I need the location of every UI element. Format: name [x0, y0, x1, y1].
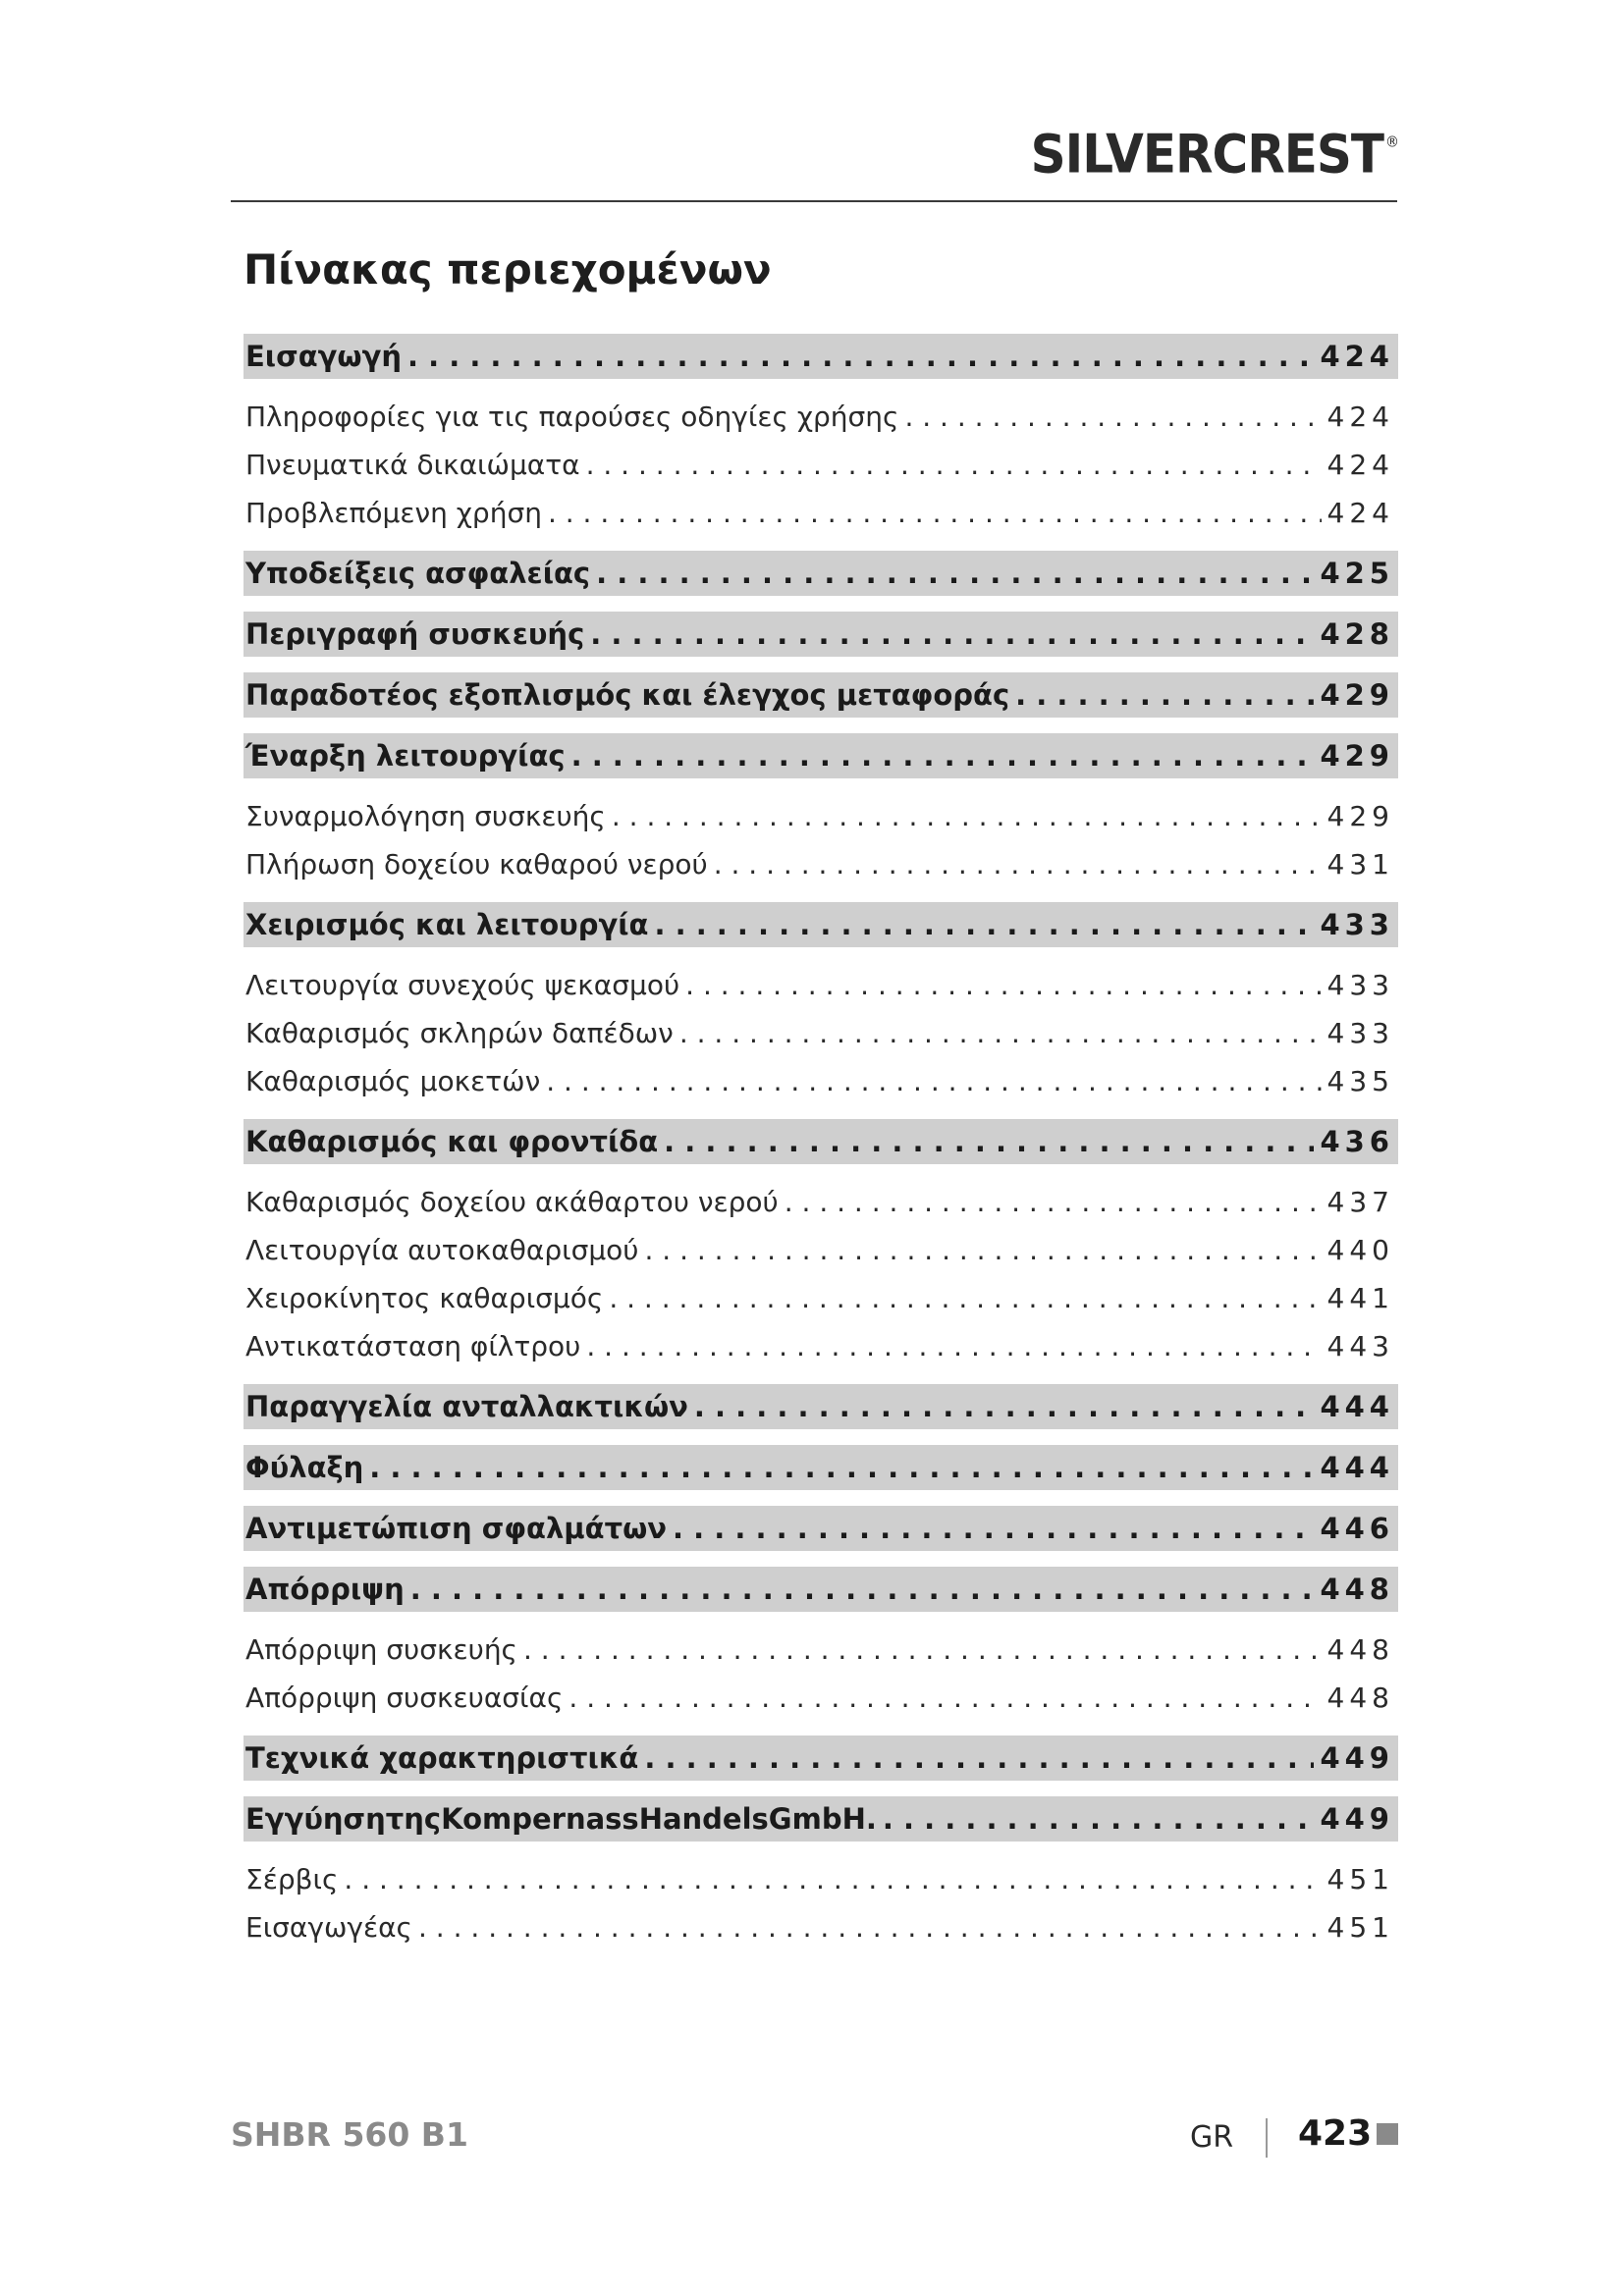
- toc-spacer: [244, 1612, 1398, 1628]
- toc-entry-label: Εισαγωγή: [245, 340, 402, 373]
- toc-entry-page: 431: [1326, 848, 1394, 881]
- toc-section[interactable]: [244, 1384, 1398, 1429]
- dot-leader: [410, 1573, 1315, 1606]
- dot-leader: [1015, 678, 1314, 712]
- toc-section[interactable]: [244, 1567, 1398, 1612]
- language-code: GR: [1190, 2120, 1234, 2155]
- dot-leader: [548, 497, 1322, 529]
- dot-leader: [418, 1911, 1322, 1944]
- brand-logo: [1031, 124, 1398, 186]
- header-rule: [231, 200, 1397, 202]
- dot-leader: [694, 1390, 1315, 1423]
- dot-leader: [369, 1451, 1314, 1484]
- toc-entry-label: Απόρριψη συσκευασίας: [245, 1682, 564, 1714]
- dot-leader: [609, 1282, 1321, 1314]
- page-marker-square: [1377, 2123, 1398, 2145]
- toc-entry-label: Λειτουργία αυτοκαθαρισμού: [245, 1234, 639, 1266]
- toc-subsection[interactable]: [244, 1905, 1398, 1949]
- toc-entry-label: ΕγγύησητηςKompernassHandelsGmbH.: [245, 1802, 877, 1836]
- toc-entry-label: Χειροκίνητος καθαρισμός: [245, 1282, 604, 1314]
- toc-entry-page: 424: [1326, 497, 1394, 529]
- toc-section[interactable]: [244, 1506, 1398, 1551]
- toc-subsection[interactable]: [244, 491, 1398, 535]
- toc-spacer: [244, 1551, 1398, 1567]
- toc-spacer: [244, 1429, 1398, 1445]
- page-title: Πίνακας περιεχομένων: [244, 245, 772, 294]
- toc-subsection[interactable]: [244, 842, 1398, 886]
- toc-subsection[interactable]: [244, 1857, 1398, 1901]
- dot-leader: [546, 1065, 1321, 1097]
- toc-spacer: [244, 947, 1398, 963]
- toc-section[interactable]: [244, 733, 1398, 778]
- toc-spacer: [244, 535, 1398, 551]
- dot-leader: [644, 1234, 1321, 1266]
- dot-leader: [785, 1186, 1322, 1218]
- toc-subsection[interactable]: [244, 1276, 1398, 1320]
- toc-entry-page: 448: [1326, 1633, 1394, 1666]
- toc-section[interactable]: [244, 1735, 1398, 1781]
- toc-subsection[interactable]: [244, 1228, 1398, 1272]
- footer-separator: [1266, 2118, 1268, 2158]
- toc-spacer: [244, 1368, 1398, 1384]
- toc-entry-label: Έναρξη λειτουργίας: [245, 739, 566, 773]
- toc-spacer: [244, 1164, 1398, 1180]
- toc-spacer: [244, 718, 1398, 733]
- dot-leader: [664, 1125, 1314, 1158]
- dot-leader: [596, 557, 1314, 590]
- toc-spacer: [244, 1781, 1398, 1796]
- toc-subsection[interactable]: [244, 1628, 1398, 1672]
- toc-section[interactable]: [244, 612, 1398, 657]
- toc-entry-label: Τεχνικά χαρακτηριστικά: [245, 1741, 639, 1775]
- toc-entry-page: 444: [1320, 1451, 1394, 1484]
- toc-entry-page: 433: [1326, 1017, 1394, 1049]
- toc-subsection[interactable]: [244, 794, 1398, 838]
- toc-entry-page: 425: [1320, 557, 1394, 590]
- toc-section[interactable]: [244, 902, 1398, 947]
- toc-entry-label: Υποδείξεις ασφαλείας: [245, 557, 591, 590]
- dot-leader: [685, 969, 1321, 1001]
- toc-entry-page: 449: [1320, 1802, 1394, 1836]
- dot-leader: [523, 1633, 1322, 1666]
- toc-subsection[interactable]: [244, 1180, 1398, 1224]
- toc-entry-label: Πλήρωση δοχείου καθαρού νερού: [245, 848, 708, 881]
- dot-leader: [904, 400, 1321, 433]
- toc-entry-label: Φύλαξη: [245, 1451, 364, 1484]
- model-number: SHBR 560 B1: [231, 2115, 468, 2154]
- toc-entry-label: Απόρριψη: [245, 1573, 405, 1606]
- brand-name: SILVERCREST: [1030, 123, 1383, 186]
- dot-leader: [673, 1512, 1314, 1545]
- dot-leader: [679, 1017, 1322, 1049]
- toc-entry-page: 449: [1320, 1741, 1394, 1775]
- toc-entry-label: Καθαρισμός σκληρών δαπέδων: [245, 1017, 674, 1049]
- toc-subsection[interactable]: [244, 1059, 1398, 1103]
- toc-entry-label: Πνευματικά δικαιώματα: [245, 449, 580, 481]
- toc-entry-page: 428: [1320, 617, 1394, 651]
- toc-entry-page: 429: [1320, 678, 1394, 712]
- dot-leader: [590, 617, 1314, 651]
- toc-entry-label: Χειρισμός και λειτουργία: [245, 908, 649, 941]
- toc-entry-label: Παραγγελία ανταλλακτικών: [245, 1390, 688, 1423]
- toc-spacer: [244, 596, 1398, 612]
- toc-entry-page: 443: [1326, 1330, 1394, 1362]
- toc-subsection[interactable]: [244, 395, 1398, 439]
- toc-spacer: [244, 1490, 1398, 1506]
- dot-leader: [654, 908, 1314, 941]
- toc-spacer: [244, 1720, 1398, 1735]
- toc-entry-label: Συναρμολόγηση συσκευής: [245, 800, 606, 832]
- toc-spacer: [244, 379, 1398, 395]
- toc-entry-page: 444: [1320, 1390, 1394, 1423]
- toc-entry-page: 437: [1326, 1186, 1394, 1218]
- toc-spacer: [244, 778, 1398, 794]
- toc-section[interactable]: [244, 672, 1398, 718]
- toc-section[interactable]: [244, 334, 1398, 379]
- toc-entry-page: 446: [1320, 1512, 1394, 1545]
- toc-entry-page: 433: [1320, 908, 1394, 941]
- toc-entry-page: 424: [1326, 400, 1394, 433]
- toc-subsection[interactable]: [244, 1011, 1398, 1055]
- toc-spacer: [244, 886, 1398, 902]
- dot-leader: [883, 1802, 1315, 1836]
- toc-section[interactable]: [244, 1796, 1398, 1842]
- dot-leader: [714, 848, 1322, 881]
- toc-entry-page: 429: [1326, 800, 1394, 832]
- toc-entry-label: Πληροφορίες για τις παρούσες οδηγίες χρήσης: [245, 400, 899, 433]
- page-number: 423: [1298, 2113, 1373, 2154]
- toc-entry-page: 433: [1326, 969, 1394, 1001]
- toc-entry-label: Παραδοτέος εξοπλισμός και έλεγχος μεταφοράς: [245, 678, 1010, 712]
- toc-subsection[interactable]: [244, 1324, 1398, 1368]
- toc-entry-label: Σέρβις: [245, 1863, 339, 1896]
- toc-entry-label: Καθαρισμός και φροντίδα: [245, 1125, 659, 1158]
- toc-entry-label: Καθαρισμός μοκετών: [245, 1065, 541, 1097]
- toc-entry-page: 451: [1326, 1911, 1394, 1944]
- toc-spacer: [244, 657, 1398, 672]
- table-of-contents: [244, 334, 1398, 1949]
- toc-subsection[interactable]: [244, 963, 1398, 1007]
- toc-entry-page: 448: [1326, 1682, 1394, 1714]
- dot-leader: [344, 1863, 1321, 1896]
- toc-section[interactable]: [244, 1445, 1398, 1490]
- toc-entry-page: 441: [1326, 1282, 1394, 1314]
- toc-entry-label: Εισαγωγέας: [245, 1911, 412, 1944]
- toc-entry-label: Προβλεπόμενη χρήση: [245, 497, 542, 529]
- toc-entry-page: 435: [1326, 1065, 1394, 1097]
- toc-entry-label: Απόρριψη συσκευής: [245, 1633, 517, 1666]
- toc-entry-label: Αντικατάσταση φίλτρου: [245, 1330, 581, 1362]
- toc-section[interactable]: [244, 1119, 1398, 1164]
- toc-entry-page: 451: [1326, 1863, 1394, 1896]
- toc-entry-page: 429: [1320, 739, 1394, 773]
- toc-subsection[interactable]: [244, 443, 1398, 487]
- toc-entry-page: 424: [1320, 340, 1394, 373]
- toc-spacer: [244, 1842, 1398, 1857]
- dot-leader: [612, 800, 1322, 832]
- dot-leader: [586, 1330, 1321, 1362]
- toc-entry-label: Περιγραφή συσκευής: [245, 617, 585, 651]
- toc-entry-label: Καθαρισμός δοχείου ακάθαρτου νερού: [245, 1186, 779, 1218]
- toc-entry-label: Λειτουργία συνεχούς ψεκασμού: [245, 969, 680, 1001]
- registered-mark: ®: [1385, 133, 1398, 151]
- dot-leader: [407, 340, 1314, 373]
- dot-leader: [571, 739, 1315, 773]
- toc-subsection[interactable]: [244, 1676, 1398, 1720]
- toc-entry-page: 448: [1320, 1573, 1394, 1606]
- dot-leader: [586, 449, 1322, 481]
- toc-section[interactable]: [244, 551, 1398, 596]
- toc-entry-page: 436: [1320, 1125, 1394, 1158]
- dot-leader: [644, 1741, 1314, 1775]
- toc-entry-label: Αντιμετώπιση σφαλμάτων: [245, 1512, 668, 1545]
- dot-leader: [568, 1682, 1321, 1714]
- toc-spacer: [244, 1103, 1398, 1119]
- toc-entry-page: 440: [1326, 1234, 1394, 1266]
- toc-entry-page: 424: [1326, 449, 1394, 481]
